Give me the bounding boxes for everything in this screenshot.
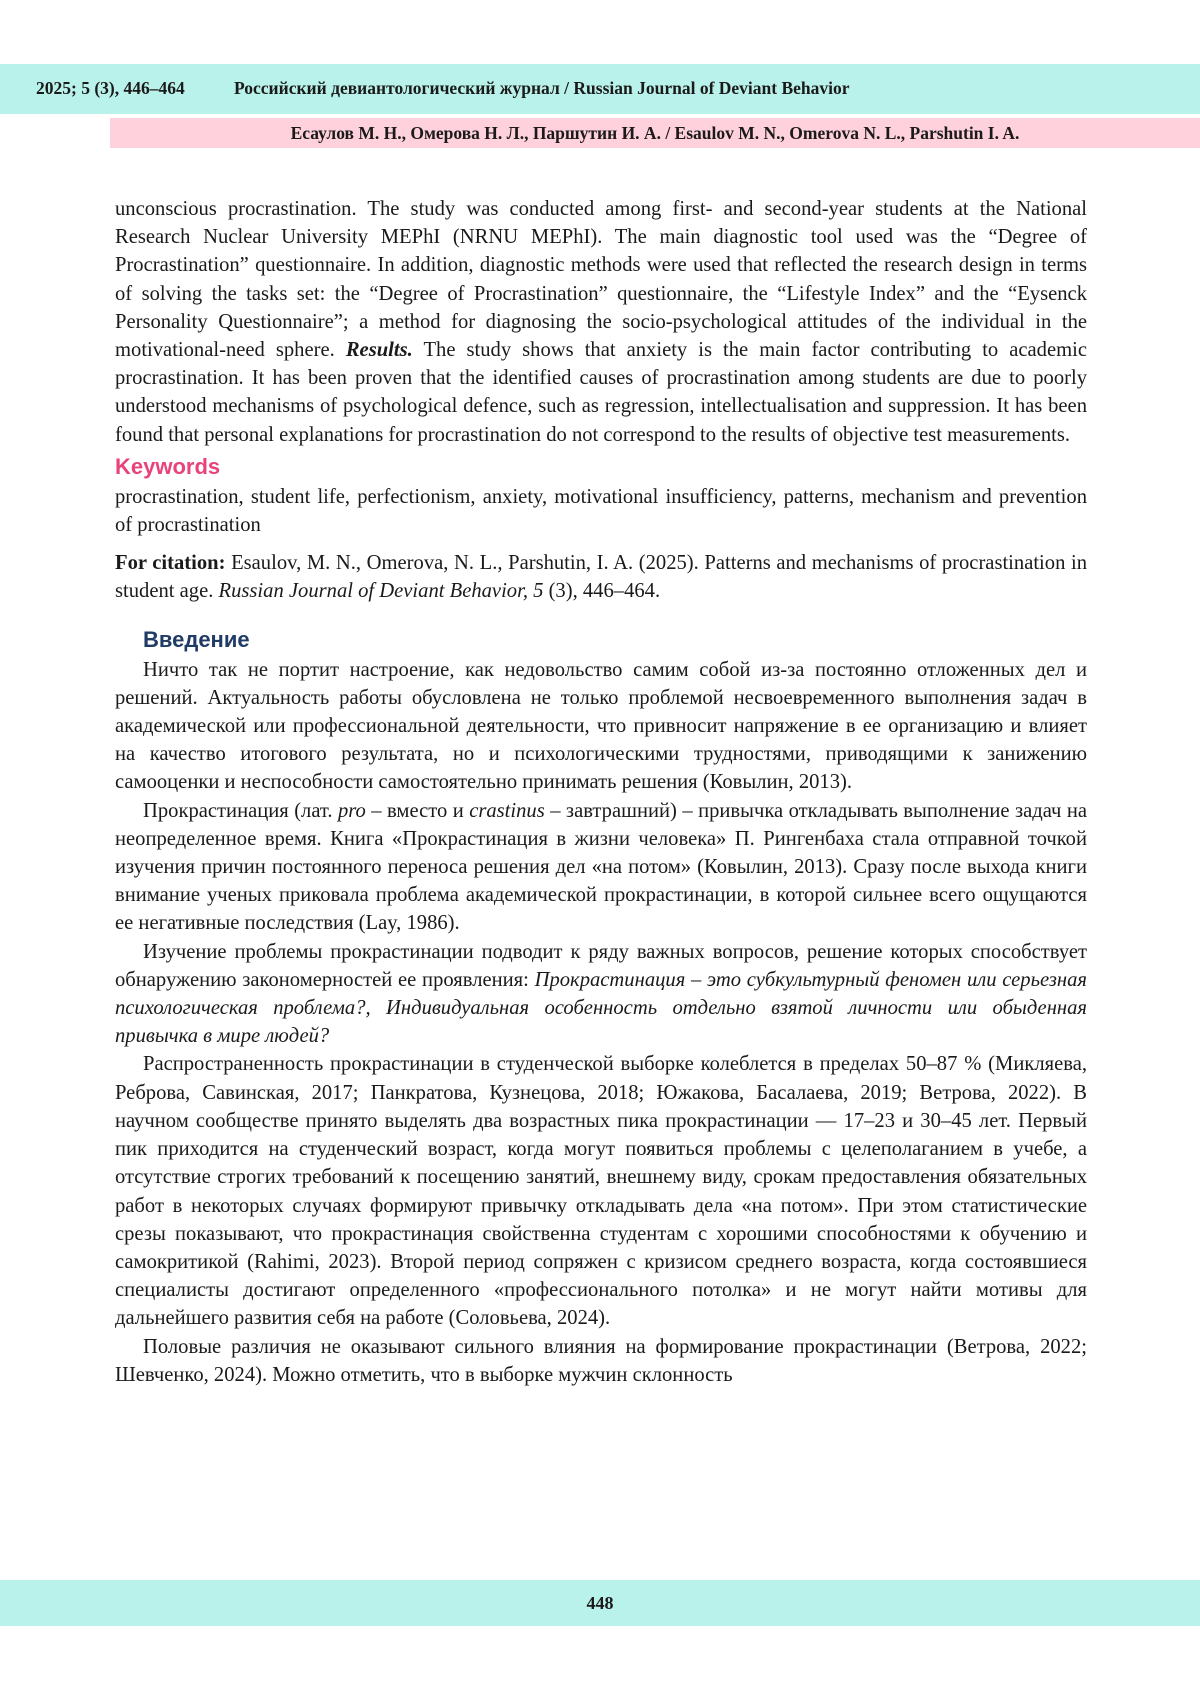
paragraph: Изучение проблемы прокрастинации подводит к ряду важных вопросов, решение которых способствует обнаружению закономерностей ее проявления: Прокрастинация – это субкультурный феномен или серьезная психологическая проблема?, Индивидуальная особенность отдельно взятой личности или обыденная привычка в мире людей? (115, 940, 1087, 1048)
journal-header (0, 64, 1200, 114)
paragraph: Половые различия не оказывают сильного влияния на формирование прокрастинации (Ветрова, 2022; Шевченко, 2024). Можно отметить, что в выборке мужчин склонность (115, 1335, 1087, 1386)
abstract-text: unconscious procrastination. The study was conducted among first- and second-year students at the National Research Nuclear University MEPhI (NRNU MEPhI). The main diagnostic tool used was the “Degree of Procrastination” questionnaire. In addition, diagnostic methods were used that reflected the research design in terms of solving the tasks set: the “Degree of Procrastination” questionnaire, the “Lifestyle Index” and the “Eysenck Personality Questionnaire”; a method for diagnosing the socio-psychological attitudes of the individual in the motivational-need sphere. Results. The study shows that anxiety is the main factor contributing to academic procrastination. It has been proven that the identified causes of procrastination among students are due to poorly understood mechanisms of psychological defence, such as regression, intellectualisation and suppression. It has been found that personal explanations for procrastination do not correspond to the results of objective test measurements. (115, 198, 1087, 446)
page-number: 448 (586, 1593, 614, 1613)
citation-label: For citation: (115, 552, 226, 575)
journal-title: Российский девиантологический журнал / Russian Journal of Deviant Behavior (234, 78, 850, 98)
page-footer (0, 1580, 1200, 1626)
paragraph: Ничто так не портит настроение, как недовольство самим собой из-за постоянно отложенных дел и решений. Актуальность работы обусловлена не только проблемой несвоевременного выполнения задач в академической или профессиональной деятельности, что привносит напряжение в ее организацию и влияет на качество итогового результата, но и психологическими трудностями, приводящими к занижению самооценки и неспособности самостоятельно принимать решения (Ковылин, 2013). (115, 658, 1087, 794)
research-questions: Прокрастинация – это субкультурный феномен или серьезная психологическая проблема?, Индивидуальная особенность отдельно взятой личности или обыденная привычка в мире людей? (115, 968, 1087, 1048)
keywords-heading: Keywords (115, 453, 221, 479)
article-body (115, 195, 1087, 1389)
results-label: Results. (345, 339, 413, 362)
citation-journal: Russian Journal of Deviant Behavior, 5 (218, 580, 544, 603)
paragraph: Распространенность прокрастинации в студенческой выборке колеблется в пределах 50–87 % (Микляева, Реброва, Савинская, 2017; Панкратова, Кузнецова, 2018; Южакова, Басалаева, 2019; Ветрова, 2022). В научном сообществе принято выделять два возрастных пика прокрастинации — 17–23 и 30–45 лет. Первый пик приходится на студенческий возраст, когда могут появиться проблемы с целеполаганием в учебе, а отсутствие строгих требований к посещению занятий, внешнему виду, срокам предоставления обязательных работ в некоторых случаях формируют привычку откладывать дела «на потом». При этом статистические срезы показывают, что прокрастинация свойственна студентам с хорошими способностями к обучению и самокритикой (Rahimi, 2023). Второй период сопряжен с кризисом среднего возраста, когда состоявшиеся специалисты достигают определенного «профессионального потолка» и не могут найти мотивы для дальнейшего развития себя на работе (Соловьева, 2024). (115, 1053, 1087, 1330)
keywords-text: procrastination, student life, perfectionism, anxiety, motivational insufficiency, patterns, mechanism and prevention of procrastination (115, 485, 1087, 537)
issue-info: 2025; 5 (3), 446–464 (36, 78, 185, 98)
section-heading: Введение (143, 626, 250, 652)
citation: For citation: Esaulov, M. N., Omerova, N. L., Parshutin, I. A. (2025). Patterns and mechanisms of procrastination in student age. Russian Journal of Deviant Behavior, 5 (3), 446–464. (115, 552, 1087, 603)
running-authors: Есаулов М. Н., Омерова Н. Л., Паршутин И. А. / Esaulov M. N., Omerova N. L., Parshutin I. A. (110, 118, 1200, 148)
paragraph: Прокрастинация (лат. pro – вместо и crastinus – завтрашний) – привычка откладывать выполнение задач на неопределенное время. Книга «Прокрастинация в жизни человека» П. Рингенбаха стала отправной точкой изучения причин постоянного переноса решения дел «на потом» (Ковылин, 2013). Сразу после выхода книги внимание ученых приковала проблема академической прокрастинации, в которой сильнее всего ощущаются ее негативные последствия (Lay, 1986). (115, 799, 1087, 935)
